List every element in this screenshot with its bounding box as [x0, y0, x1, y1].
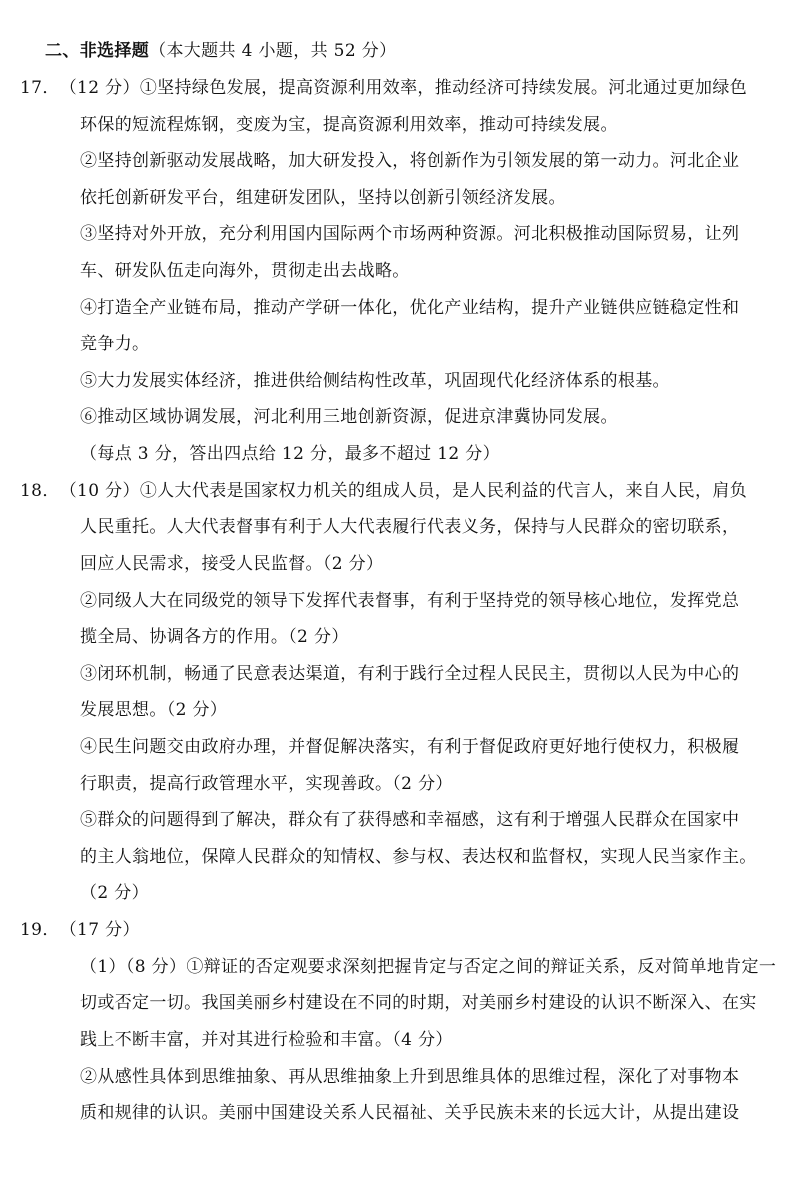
q19-line-3: 切或否定一切。我国美丽乡村建设在不同的时期，对美丽乡村建设的认识不断深入、在实 — [80, 993, 757, 1013]
q17-line-10: ⑥推动区域协调发展，河北利用三地创新资源，促进京津冀协同发展。 — [80, 407, 618, 427]
q17-line-9: ⑤大力发展实体经济，推进供给侧结构性改革，巩固现代化经济体系的根基。 — [80, 371, 670, 391]
q19-line-4: 践上不断丰富，并对其进行检验和丰富。（4 分） — [80, 1030, 453, 1050]
q17-line-1 — [20, 77, 747, 99]
q19-number: 19． — [20, 920, 60, 940]
q17-scoring-note: （每点 3 分，答出四点给 12 分，最多不超过 12 分） — [80, 444, 501, 464]
q19-line-5: ②从感性具体到思维抽象、再从思维抽象上升到思维具体的思维过程，深化了对事物本 — [80, 1067, 740, 1087]
q18-line-11: 的主人翁地位，保障人民群众的知情权、参与权、表达权和监督权，实现人民当家作主。 — [80, 847, 757, 867]
q19-text: （17 分） — [59, 920, 140, 940]
q18-number: 18． — [20, 481, 60, 501]
q17-line-4: 依托创新研发平台，组建研发团队，坚持以创新引领经济发展。 — [80, 188, 566, 208]
q18-line-6: ③闭环机制，畅通了民意表达渠道，有利于践行全过程人民民主，贯彻以人民为中心的 — [80, 664, 740, 684]
q19-line-6: 质和规律的认识。美丽中国建设关系人民福祉、关乎民族未来的长远大计，从提出建设 — [80, 1103, 740, 1123]
q17-text: （12 分）①坚持绿色发展，提高资源利用效率，推动经济可持续发展。河北通过更加绿色 — [59, 78, 748, 98]
section-note: （本大题共 4 小题，共 52 分） — [149, 41, 397, 61]
q18-line-9: 行职责，提高行政管理水平，实现善政。（2 分） — [80, 774, 453, 794]
q18-line-10: ⑤群众的问题得到了解决，群众有了获得感和幸福感，这有利于增强人民群众在国家中 — [80, 810, 740, 830]
q18-line-5: 揽全局、协调各方的作用。（2 分） — [80, 627, 349, 647]
q19-line-1 — [20, 919, 140, 941]
q18-text: （10 分）①人大代表是国家权力机关的组成人员，是人民利益的代言人，来自人民，肩负 — [59, 481, 748, 501]
section-heading — [45, 40, 396, 62]
q17-line-6: 车、研发队伍走向海外，贯彻走出去战略。 — [80, 261, 410, 281]
q18-line-3: 回应人民需求，接受人民监督。（2 分） — [80, 554, 384, 574]
section-title: 二、非选择题 — [45, 41, 150, 61]
q19-line-2: （1）（8 分）①辩证的否定观要求深刻把握肯定与否定之间的辩证关系，反对简单地肯定一 — [80, 957, 777, 977]
q18-line-12: （2 分） — [80, 883, 149, 903]
q18-line-1 — [20, 480, 747, 502]
q18-line-4: ②同级人大在同级党的领导下发挥代表督事，有利于坚持党的领导核心地位，发挥党总 — [80, 591, 740, 611]
q18-line-2: 人民重托。人大代表督事有利于人大代表履行代表义务，保持与人民群众的密切联系， — [80, 517, 740, 537]
q17-line-8: 竞争力。 — [80, 334, 150, 354]
q17-number: 17． — [20, 78, 60, 98]
q17-line-5: ③坚持对外开放，充分利用国内国际两个市场两种资源。河北积极推动国际贸易，让列 — [80, 224, 740, 244]
q17-line-3: ②坚持创新驱动发展战略，加大研发投入，将创新作为引领发展的第一动力。河北企业 — [80, 151, 740, 171]
q18-line-7: 发展思想。（2 分） — [80, 700, 228, 720]
q17-line-2: 环保的短流程炼钢，变废为宝，提高资源利用效率，推动可持续发展。 — [80, 115, 618, 135]
q18-line-8: ④民生问题交由政府办理，并督促解决落实，有利于督促政府更好地行使权力，积极履 — [80, 737, 740, 757]
q17-line-7: ④打造全产业链布局，推动产学研一体化，优化产业结构，提升产业链供应链稳定性和 — [80, 298, 740, 318]
